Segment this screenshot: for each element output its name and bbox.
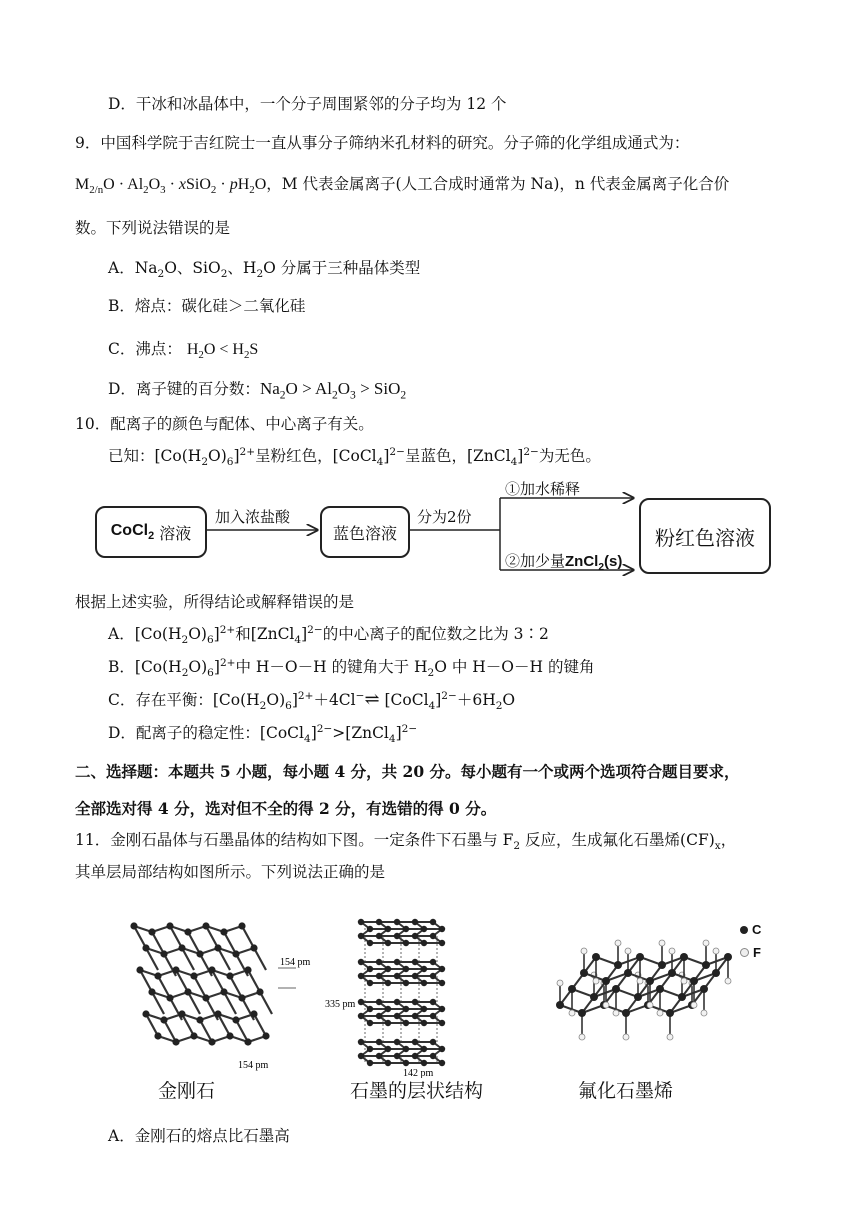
carbon-atom	[668, 969, 676, 977]
flow-box-cocl2: CoCl$_2$ 溶液	[95, 506, 207, 558]
diamond-atom	[214, 1010, 221, 1017]
diamond-atom	[196, 950, 203, 957]
diamond-atom	[196, 1016, 203, 1023]
carbon-atom	[666, 1009, 674, 1017]
graphite-atom	[394, 973, 400, 979]
graphite-atom	[358, 1053, 364, 1059]
fluorine-atom	[623, 1034, 629, 1040]
graphite-atom	[385, 1006, 391, 1012]
graphite-atom	[421, 1006, 427, 1012]
graphite-atom	[421, 1060, 427, 1066]
diamond-atom	[202, 922, 209, 929]
graphite-atom	[367, 926, 373, 932]
diamond-atom	[226, 972, 233, 979]
section2-heading-2: 全部选对得 4 分，选对但不全的得 2 分，有选错的得 0 分。	[75, 799, 497, 818]
section2-heading-1: 二、选择题：本题共 5 小题，每小题 4 分，共 20 分。每小题有一个或两个选项符合题目要求，	[75, 762, 740, 781]
graphite-atom	[358, 933, 364, 939]
carbon-atom	[724, 953, 732, 961]
graphite-atom	[376, 1039, 382, 1045]
graphite-atom	[412, 933, 418, 939]
graphite-atom	[385, 966, 391, 972]
carbon-atom	[680, 953, 688, 961]
graphite-atom	[394, 1013, 400, 1019]
diamond-atom	[178, 944, 185, 951]
graphite-atom	[421, 980, 427, 986]
q9-stem-end: 数。下列说法错误的是	[75, 219, 231, 237]
graphite-atom	[421, 940, 427, 946]
graphite-atom	[394, 1039, 400, 1045]
carbon-atom	[634, 993, 642, 1001]
graphite-structure-image	[325, 908, 455, 1078]
q10-known: 已知：$[Co(H_2O)_6]^{2+}$呈粉红色，[CoCl$_4$]$^{2-}$呈蓝色，[ZnCl$_4$]$^{2-}$为无色。	[108, 445, 601, 469]
q9-option-a: A．$Na_2O$、SiO$_2$、$H_2O$ 分属于三种晶体类型	[108, 259, 421, 281]
q11-stem: 11．金刚石晶体与石墨晶体的结构如下图。一定条件下石墨与 $F_2$ 反应，生成氟化石墨烯$(CF)_x$，	[75, 831, 737, 853]
fluorine-atom	[579, 1034, 585, 1040]
graphite-atom	[439, 926, 445, 932]
legend-f: F	[740, 945, 761, 960]
fluorine-atom	[615, 940, 621, 946]
fluorine-atom	[701, 1010, 707, 1016]
graphite-atom	[403, 1020, 409, 1026]
diamond-atom	[172, 966, 179, 973]
diamond-atom	[184, 988, 191, 995]
carbon-atom	[624, 969, 632, 977]
graphite-atom	[358, 999, 364, 1005]
carbon-atom	[712, 969, 720, 977]
graphite-atom	[412, 973, 418, 979]
diamond-atom	[136, 966, 143, 973]
graphite-atom	[403, 1046, 409, 1052]
diamond-atom	[214, 944, 221, 951]
graphite-atom	[439, 940, 445, 946]
legend-c: C	[740, 922, 761, 937]
diamond-atom	[178, 1010, 185, 1017]
graphite-atom	[394, 959, 400, 965]
q11-option-a: A．金刚石的熔点比石墨高	[108, 1127, 290, 1145]
carbon-atom	[702, 961, 710, 969]
fluorine-atom	[581, 948, 587, 954]
dim-label-335: 335 pm	[325, 999, 356, 1010]
graphite-atom	[430, 999, 436, 1005]
fluorine-atom	[713, 948, 719, 954]
diamond-atom	[142, 944, 149, 951]
diamond-atom	[226, 1032, 233, 1039]
graphite-atom	[439, 1020, 445, 1026]
q10-stem: 10．配离子的颜色与配体、中心离子有关。	[75, 415, 374, 433]
carbon-atom	[656, 985, 664, 993]
diamond-atom	[166, 994, 173, 1001]
graphite-atom	[358, 959, 364, 965]
graphite-atom	[403, 1060, 409, 1066]
fluorographene-structure-image	[540, 905, 760, 1075]
diamond-atom	[184, 928, 191, 935]
graphite-atom	[439, 1060, 445, 1066]
fluorine-atom	[703, 940, 709, 946]
graphite-atom	[430, 1013, 436, 1019]
carbon-atom	[578, 1009, 586, 1017]
graphite-atom	[421, 1046, 427, 1052]
fluorine-atom	[613, 1010, 619, 1016]
carbon-atom	[602, 977, 610, 985]
carbon-atom	[646, 977, 654, 985]
graphite-atom	[367, 980, 373, 986]
graphite-atom	[358, 973, 364, 979]
fluorine-atom	[603, 1002, 609, 1008]
q9-stem-cont: ，M 代表金属离子(人工合成时通常为 Na)，n 代表金属离子化合价	[266, 175, 730, 193]
diamond-atom	[244, 1038, 251, 1045]
q10-option-d: D．配离子的稳定性：[CoCl$_4$]$^{2-}$>[ZnCl$_4$]$^{2-}$	[108, 722, 418, 746]
fluorine-atom	[659, 940, 665, 946]
dim-label-142: 142 pm	[403, 1068, 434, 1078]
diamond-atom	[190, 1032, 197, 1039]
carbon-atom	[700, 985, 708, 993]
fluorine-atom	[569, 1010, 575, 1016]
carbon-atom	[690, 977, 698, 985]
diamond-atom	[232, 1016, 239, 1023]
diamond-atom	[256, 988, 263, 995]
q10-flowchart	[95, 478, 775, 578]
graphite-atom	[430, 1039, 436, 1045]
diamond-atom	[220, 988, 227, 995]
fluorine-atom	[557, 980, 563, 986]
fluorine-atom	[681, 978, 687, 984]
fluorine-atom	[657, 1010, 663, 1016]
graphite-atom	[412, 959, 418, 965]
graphite-atom	[385, 926, 391, 932]
fluorine-atom	[691, 1002, 697, 1008]
carbon-atom	[612, 985, 620, 993]
carbon-atom	[592, 953, 600, 961]
graphite-atom	[367, 1046, 373, 1052]
diamond-bond	[242, 926, 254, 948]
diamond-atom	[160, 1016, 167, 1023]
graphite-atom	[358, 1013, 364, 1019]
carbon-atom	[614, 961, 622, 969]
q9-option-c: C．沸点： $H_2O < H_2S$	[108, 340, 259, 362]
graphite-atom	[394, 999, 400, 1005]
diamond-atom	[172, 1038, 179, 1045]
q9-stem: 9．中国科学院于吉红院士一直从事分子筛纳米孔材料的研究。分子筛的化学组成通式为：	[75, 134, 690, 152]
diamond-bond	[254, 948, 266, 970]
dim-label-154-b: 154 pm	[238, 1060, 269, 1071]
flow-box-blue: 蓝色溶液	[320, 506, 410, 558]
graphite-atom	[421, 926, 427, 932]
diamond-bond	[260, 992, 272, 1014]
flow-label-add-hcl: 加入浓盐酸	[215, 508, 291, 526]
diamond-atom	[250, 1010, 257, 1017]
fluorine-atom	[667, 1034, 673, 1040]
graphite-atom	[385, 1046, 391, 1052]
graphite-atom	[376, 1053, 382, 1059]
diamond-atom	[208, 1038, 215, 1045]
diamond-atom	[148, 988, 155, 995]
graphite-atom	[403, 926, 409, 932]
graphite-atom	[367, 940, 373, 946]
graphite-atom	[412, 919, 418, 925]
diamond-atom	[232, 950, 239, 957]
diamond-atom	[202, 994, 209, 1001]
q9-option-d: D．离子键的百分数：$Na_2O > Al_2O_3 > SiO_2$	[108, 379, 407, 402]
diamond-atom	[238, 922, 245, 929]
graphite-atom	[430, 1053, 436, 1059]
q9-option-b: B．熔点：碳化硅＞二氧化硅	[108, 297, 306, 315]
fluorine-atom	[593, 978, 599, 984]
graphite-atom	[385, 980, 391, 986]
graphite-atom	[403, 1006, 409, 1012]
graphite-atom	[376, 959, 382, 965]
caption-graphite: 石墨的层状结构	[350, 1080, 484, 1102]
graphite-atom	[385, 1020, 391, 1026]
fluorine-atom	[669, 948, 675, 954]
graphite-atom	[430, 973, 436, 979]
diamond-structure-image	[120, 908, 320, 1078]
carbon-atom	[568, 985, 576, 993]
caption-diamond: 金刚石	[158, 1080, 216, 1102]
caption-fluorographene: 氟化石墨烯	[578, 1080, 674, 1102]
graphite-atom	[412, 999, 418, 1005]
q10-option-c: C．存在平衡：$[Co(H_2O)_6]^{2+}+4Cl^-\rightleftharpoons$ $[CoCl_4]^{2-}+6H_2O$	[108, 689, 516, 713]
carbon-atom	[580, 969, 588, 977]
graphite-atom	[412, 1053, 418, 1059]
q11-figure	[100, 900, 800, 1110]
fluorine-atom	[637, 978, 643, 984]
diamond-atom	[130, 922, 137, 929]
diamond-atom	[190, 972, 197, 979]
legend	[740, 922, 761, 960]
graphite-atom	[385, 1060, 391, 1066]
graphite-atom	[376, 933, 382, 939]
diamond-atom	[208, 966, 215, 973]
q8-option-d: D．干冰和冰晶体中，一个分子周围紧邻的分子均为 12 个	[108, 95, 507, 113]
flow-label-dilute: ①加水稀释	[505, 480, 581, 498]
graphite-atom	[430, 933, 436, 939]
graphite-atom	[367, 966, 373, 972]
graphite-atom	[394, 1053, 400, 1059]
diamond-bond	[254, 1014, 266, 1036]
graphite-atom	[421, 966, 427, 972]
q9-formula-line	[75, 172, 729, 196]
dim-label-154-a: 154 pm	[280, 957, 311, 968]
carbon-atom	[636, 953, 644, 961]
graphite-atom	[358, 1039, 364, 1045]
carbon-atom	[590, 993, 598, 1001]
graphite-atom	[394, 919, 400, 925]
diamond-atom	[166, 922, 173, 929]
fluorine-atom	[647, 1002, 653, 1008]
graphite-atom	[412, 1013, 418, 1019]
diamond-atom	[148, 928, 155, 935]
graphite-atom	[439, 966, 445, 972]
fluorine-atom	[625, 948, 631, 954]
diamond-atom	[262, 1032, 269, 1039]
carbon-atom	[678, 993, 686, 1001]
graphite-atom	[358, 919, 364, 925]
q10-option-b: B．$[Co(H_2O)_6]^{2+}$中 H－O－H 的键角大于 $H_2O$ 中 H－O－H 的键角	[108, 656, 595, 680]
graphite-atom	[385, 940, 391, 946]
diamond-atom	[238, 994, 245, 1001]
diamond-atom	[154, 1032, 161, 1039]
graphite-atom	[439, 1046, 445, 1052]
graphite-atom	[376, 999, 382, 1005]
flow-label-add-zncl2: ②加少量ZnCl$_2$(s)	[505, 552, 623, 573]
graphite-atom	[421, 1020, 427, 1026]
graphite-atom	[439, 980, 445, 986]
graphite-atom	[439, 1006, 445, 1012]
diamond-atom	[142, 1010, 149, 1017]
graphite-atom	[403, 966, 409, 972]
q11-stem-2: 其单层局部结构如图所示。下列说法正确的是	[75, 863, 386, 881]
graphite-atom	[367, 1020, 373, 1026]
flow-box-pink: 粉红色溶液	[639, 498, 771, 574]
carbon-atom	[658, 961, 666, 969]
diamond-atom	[244, 966, 251, 973]
graphite-atom	[394, 933, 400, 939]
q9-formula: $M_{2/n}O \cdot Al_2O_3$ · xSiO$_2$ · $pH_2O$	[75, 176, 267, 197]
graphite-atom	[376, 1013, 382, 1019]
diamond-atom	[154, 972, 161, 979]
graphite-atom	[376, 973, 382, 979]
graphite-atom	[403, 980, 409, 986]
graphite-atom	[403, 940, 409, 946]
diamond-atom	[220, 928, 227, 935]
diamond-atom	[250, 944, 257, 951]
graphite-atom	[376, 919, 382, 925]
carbon-atom	[556, 1001, 564, 1009]
carbon-atom	[622, 1009, 630, 1017]
diamond-atom	[160, 950, 167, 957]
diamond-bond	[248, 970, 260, 992]
q10-question: 根据上述实验，所得结论或解释错误的是	[75, 593, 355, 611]
graphite-atom	[430, 919, 436, 925]
fluorine-atom	[725, 978, 731, 984]
graphite-atom	[412, 1039, 418, 1045]
graphite-atom	[430, 959, 436, 965]
q10-option-a: A．$[Co(H_2O)_6]^{2+}$和[ZnCl$_4$]$^{2-}$的中心离子的配位数之比为 3∶2	[108, 623, 549, 647]
flow-label-split: 分为2份	[417, 508, 472, 526]
graphite-atom	[367, 1006, 373, 1012]
graphite-atom	[367, 1060, 373, 1066]
